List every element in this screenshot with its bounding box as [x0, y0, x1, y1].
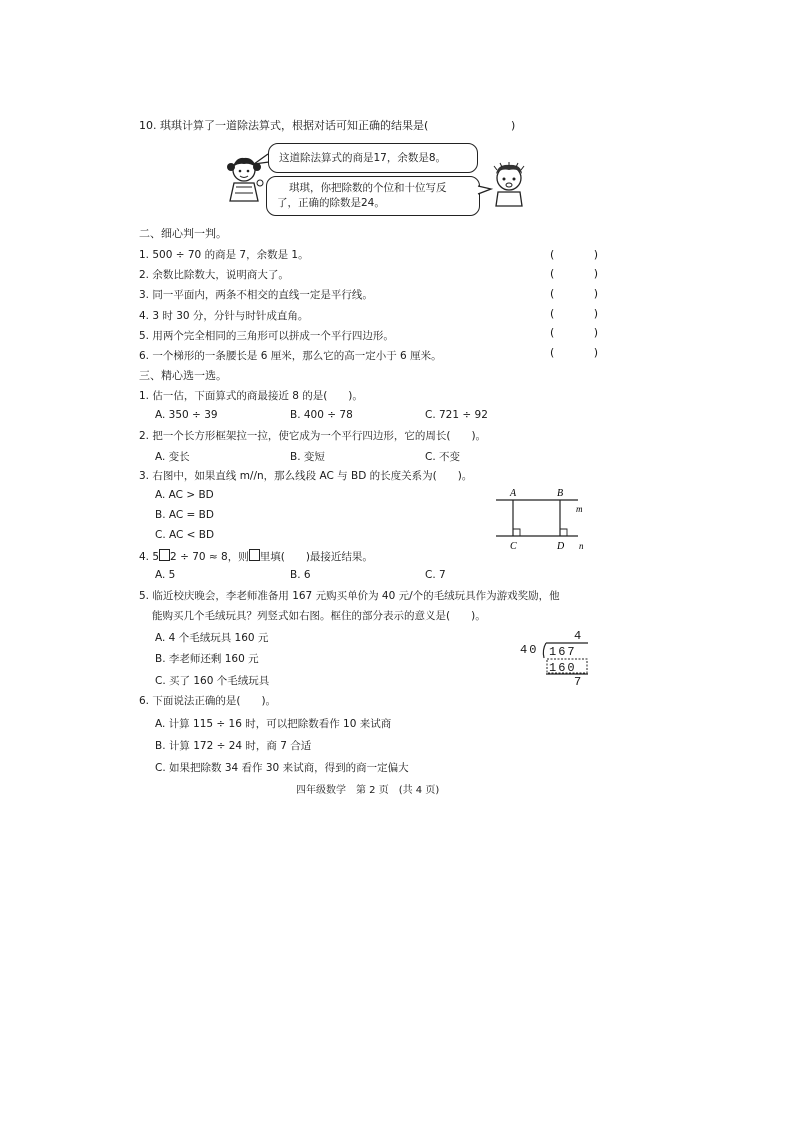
choice-q5-option-b[interactable]: B. 李老师还剩 160 元 [155, 653, 259, 665]
choice-q1-option-a[interactable]: A. 350 ÷ 39 [155, 409, 218, 421]
judge-item-4: 4. 3 时 30 分，分针与时针成直角。 [139, 310, 309, 322]
label-c: C [510, 541, 517, 552]
judge-paren-3[interactable]: ( ) [550, 287, 617, 300]
judge-paren-1[interactable]: ( ) [550, 248, 617, 261]
judge-item-5: 5. 用两个完全相同的三角形可以拼成一个平行四边形。 [139, 330, 394, 342]
judge-paren-2[interactable]: ( ) [550, 267, 617, 280]
judge-item-1: 1. 500 ÷ 70 的商是 7，余数是 1。 [139, 249, 309, 261]
choice-q4-stem-post: 2 ÷ 70 ≈ 8，则 [170, 551, 249, 563]
choice-q3-option-c[interactable]: C. AC < BD [155, 529, 215, 541]
parallel-lines-figure [494, 484, 590, 554]
blank-box[interactable] [159, 549, 170, 561]
choice-q4-option-a[interactable]: A. 5 [155, 569, 176, 581]
choice-q3-option-a[interactable]: A. AC > BD [155, 489, 214, 501]
judge-item-3: 3. 同一平面内，两条不相交的直线一定是平行线。 [139, 289, 373, 301]
label-d: D [557, 541, 565, 552]
long-division-figure [516, 626, 592, 688]
division-dividend: 167 [549, 645, 577, 659]
division-divisor: 40 [520, 643, 539, 657]
question-10-stem: 10. 琪琪计算了一道除法算式，根据对话可知正确的结果是( [139, 119, 429, 132]
choice-q1-stem: 1. 估一估，下面算式的商最接近 8 的是( )。 [139, 390, 363, 402]
choice-q1-option-c[interactable]: C. 721 ÷ 92 [425, 409, 488, 421]
choice-q5-stem-line2: 能购买几个毛绒玩具？列竖式如右图。框住的部分表示的意义是( )。 [152, 610, 486, 622]
judge-item-6: 6. 一个梯形的一条腰长是 6 厘米，那么它的高一定小于 6 厘米。 [139, 350, 442, 362]
section-2-title: 二、细心判一判。 [139, 227, 227, 240]
speech-bubble-2-line2: 了，正确的除数是24。 [277, 197, 385, 209]
question-10-close-paren: ) [511, 119, 516, 132]
label-b: B [557, 488, 564, 499]
choice-q4-stem-pre: 4. 5 [139, 551, 160, 563]
right-angle-mark-c [513, 529, 520, 536]
choice-q2-option-a[interactable]: A. 变长 [155, 451, 190, 463]
speech-bubble-1 [268, 143, 478, 173]
choice-q4-option-c[interactable]: C. 7 [425, 569, 446, 581]
label-n: n [579, 541, 584, 551]
choice-q2-option-c[interactable]: C. 不变 [425, 451, 461, 463]
speech-bubble-2-line1: 琪琪，你把除数的个位和十位写反 [289, 182, 447, 194]
choice-q4-option-b[interactable]: B. 6 [290, 569, 311, 581]
choice-q5-option-a[interactable]: A. 4 个毛绒玩具 160 元 [155, 632, 269, 644]
choice-q4-stem [139, 549, 373, 564]
division-product: 160 [549, 661, 577, 675]
choice-q2-option-b[interactable]: B. 变短 [290, 451, 325, 463]
judge-item-2: 2. 余数比除数大，说明商大了。 [139, 269, 289, 281]
judge-paren-5[interactable]: ( ) [550, 326, 617, 339]
speech-bubble-2 [266, 176, 480, 216]
label-a: A [510, 488, 517, 499]
judge-paren-4[interactable]: ( ) [550, 307, 617, 320]
section-3-title: 三、精心选一选。 [139, 369, 227, 382]
label-m: m [576, 504, 583, 514]
choice-q5-stem-line1: 5. 临近校庆晚会，李老师准备用 167 元购买单价为 40 元/个的毛绒玩具作为游戏奖励，他 [139, 590, 560, 602]
choice-q2-stem: 2. 把一个长方形框架拉一拉，使它成为一个平行四边形，它的周长( )。 [139, 430, 487, 442]
boy-character-illustration [488, 162, 530, 208]
page-footer: 四年级数学 第 2 页 (共 4 页) [296, 785, 440, 796]
judge-paren-6[interactable]: ( ) [550, 346, 617, 359]
choice-q3-option-b[interactable]: B. AC = BD [155, 509, 214, 521]
choice-q6-stem: 6. 下面说法正确的是( )。 [139, 695, 277, 707]
division-remainder: 7 [574, 675, 584, 688]
choice-q3-stem: 3. 右图中，如果直线 m//n，那么线段 AC 与 BD 的长度关系为( )。 [139, 470, 473, 482]
right-angle-mark-d [560, 529, 567, 536]
choice-q6-option-c[interactable]: C. 如果把除数 34 看作 30 来试商，得到的商一定偏大 [155, 762, 409, 774]
choice-q4-stem-end: 里填( )最接近结果。 [259, 551, 373, 563]
blank-box [249, 549, 260, 561]
choice-q6-option-a[interactable]: A. 计算 115 ÷ 16 时，可以把除数看作 10 来试商 [155, 718, 392, 730]
choice-q6-option-b[interactable]: B. 计算 172 ÷ 24 时，商 7 合适 [155, 740, 312, 752]
speech-bubble-1-text: 这道除法算式的商是17，余数是8。 [279, 152, 447, 164]
choice-q5-option-c[interactable]: C. 买了 160 个毛绒玩具 [155, 675, 270, 687]
choice-q1-option-b[interactable]: B. 400 ÷ 78 [290, 409, 353, 421]
division-quotient: 4 [574, 629, 584, 643]
